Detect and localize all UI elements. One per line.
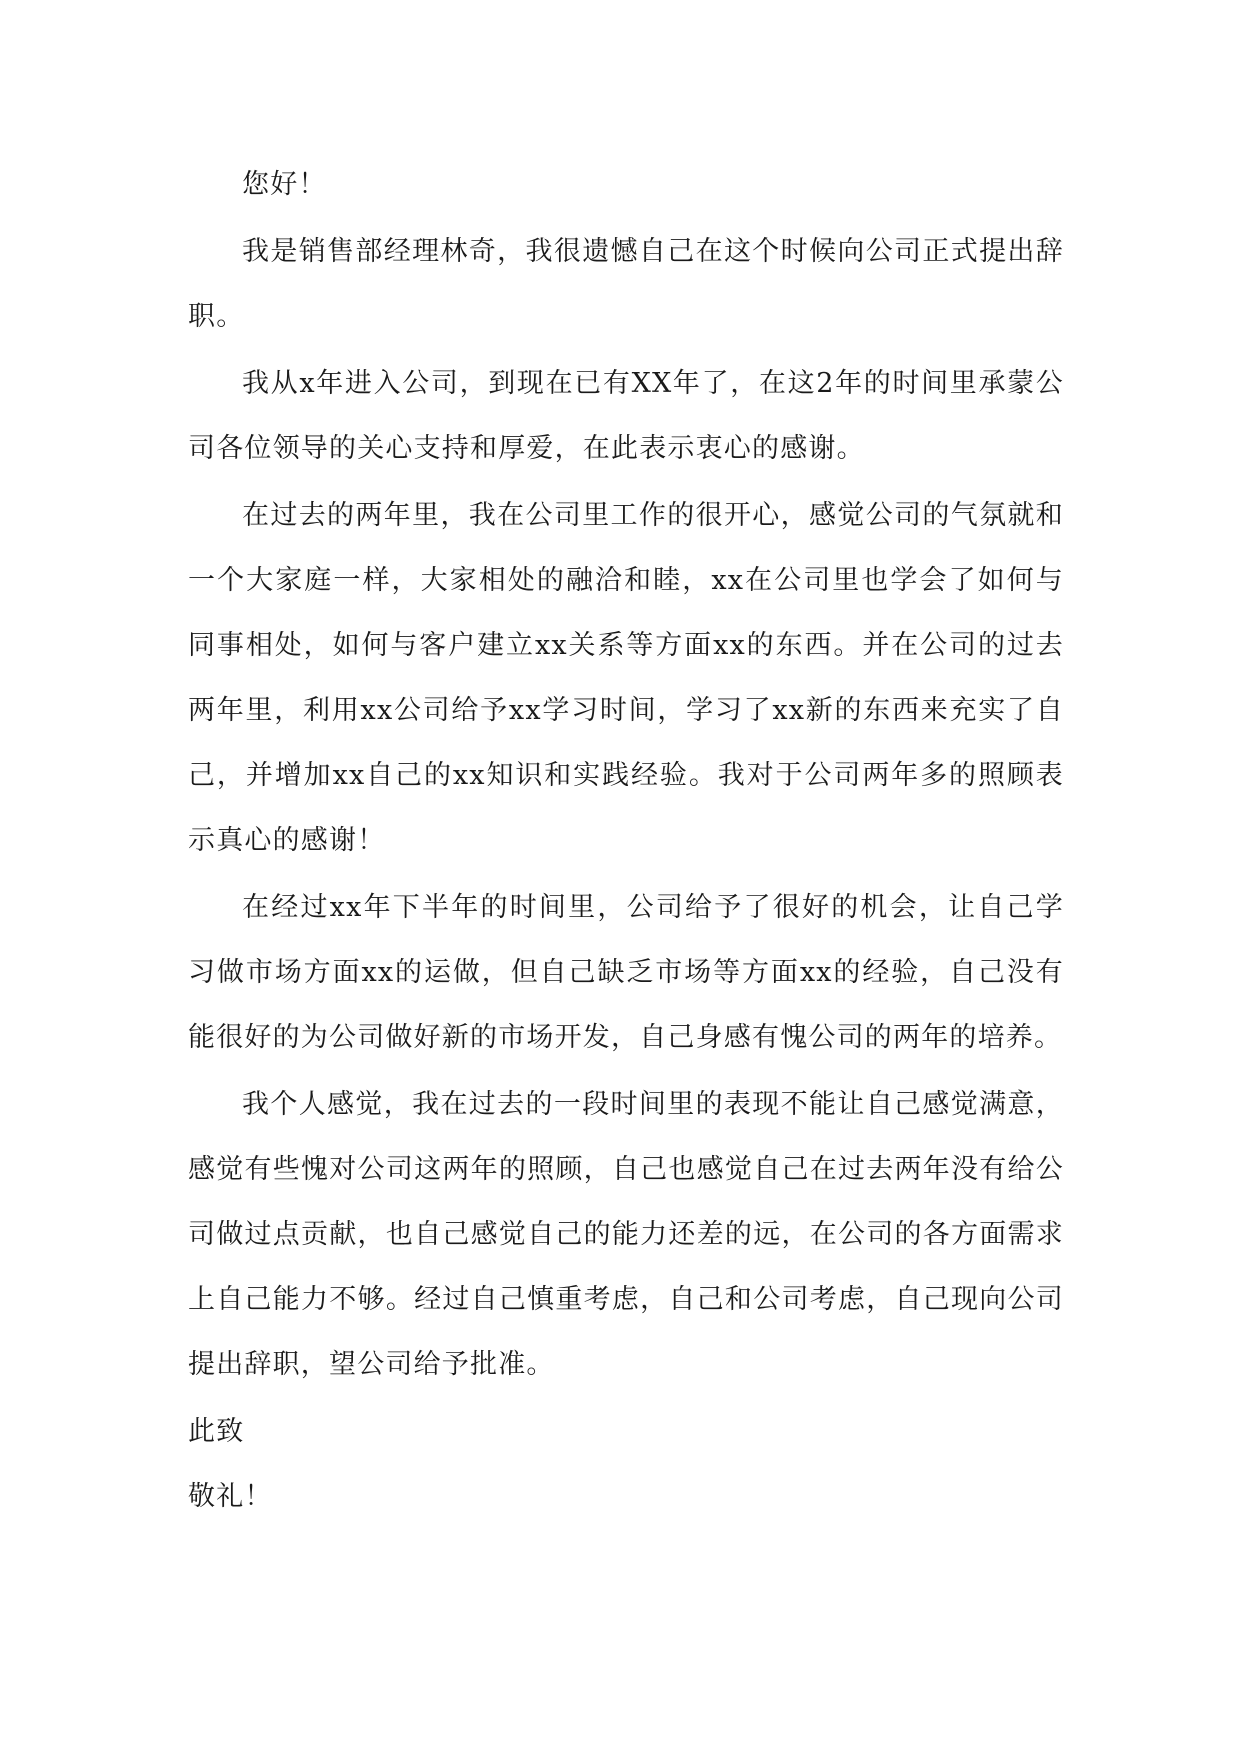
closing-regards: 敬礼！ [188,1481,273,1512]
paragraph-experience: 在过去的两年里，我在公司里工作的很开心，感觉公司的气氛就和一个大家庭一样，大家相处的融洽和睦，xx在公司里也学会了如何与同事相处，如何与客户建立xx关系等方面xx的东西。并在公司的过去两年里，利用xx公司给予xx学习时间，学习了xx新的东西来充实了自己，并增加xx自己的xx知识和实践经验。我对于公司两年多的照顾表示真心的感谢！ [188,500,1064,856]
letter-body [188,152,1064,1529]
paragraph-resignation: 我个人感觉，我在过去的一段时间里的表现不能让自己感觉满意，感觉有些愧对公司这两年的照顾，自己也感觉自己在过去两年没有给公司做过点贡献，也自己感觉自己的能力还差的远，在公司的各方面需求上自己能力不够。经过自己慎重考虑，自己和公司考虑，自己现向公司提出辞职，望公司给予批准。 [188,1089,1064,1380]
paragraph-market: 在经过xx年下半年的时间里，公司给予了很好的机会，让自己学习做市场方面xx的运做，但自己缺乏市场等方面xx的经验，自己没有能很好的为公司做好新的市场开发，自己身感有愧公司的两年的培养。 [188,892,1064,1053]
paragraph-intro: 我是销售部经理林奇，我很遗憾自己在这个时候向公司正式提出辞职。 [188,236,1064,332]
closing-salutation: 此致 [188,1416,245,1447]
paragraph-tenure: 我从x年进入公司，到现在已有XX年了，在这2年的时间里承蒙公司各位领导的关心支持和厚爱，在此表示衷心的感谢。 [188,368,1064,464]
letter-greeting: 您好！ [242,169,327,200]
